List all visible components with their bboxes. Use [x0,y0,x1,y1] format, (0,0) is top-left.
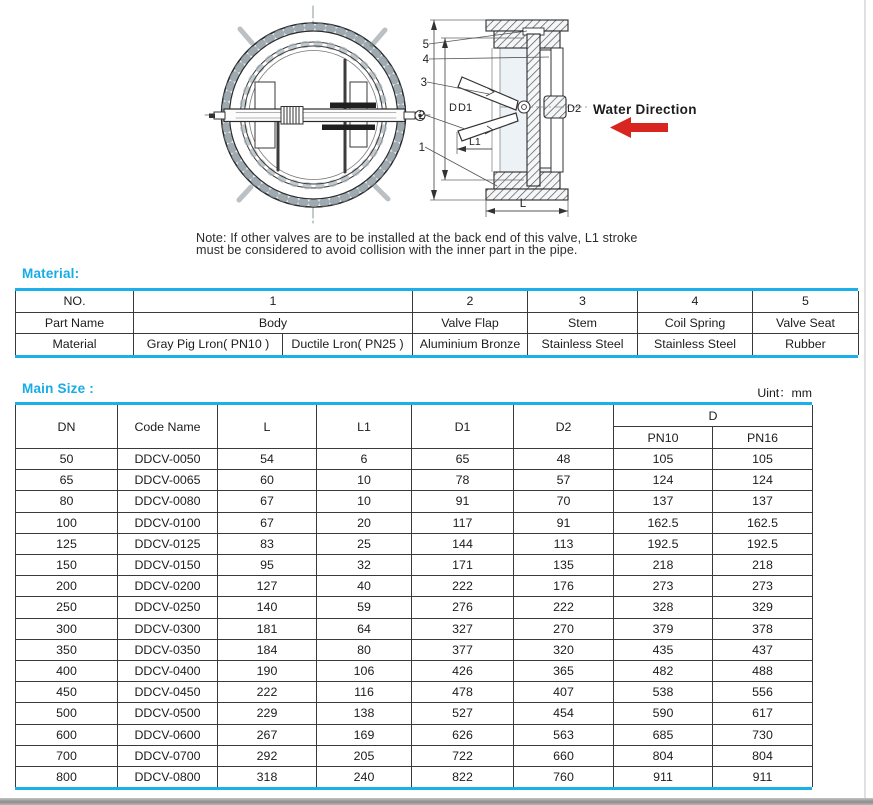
size-table-cell: DDCV-0100 [118,512,218,533]
size-table-cell: 200 [16,576,118,597]
size-table-cell: 54 [218,449,317,470]
header-dn: DN [16,405,118,449]
size-table-cell: 140 [218,597,317,618]
size-table-cell: 350 [16,639,118,660]
size-table-cell: 100 [16,512,118,533]
size-table-cell: 171 [412,555,514,576]
dim-label-d2: D2 [567,103,582,115]
size-table-cell: 250 [16,597,118,618]
header-d: D [614,405,813,427]
size-table-cell: 660 [514,745,614,766]
size-table-cell: 10 [317,470,412,491]
size-table-cell: DDCV-0050 [118,449,218,470]
size-table-cell: 67 [218,512,317,533]
size-table-cell: 267 [218,724,317,745]
size-table-cell: 95 [218,555,317,576]
size-table-cell: 20 [317,512,412,533]
valve-front-view [205,6,430,226]
size-table-cell: 822 [412,767,514,788]
size-table-cell: DDCV-0350 [118,639,218,660]
main-size-section-title: Main Size : [22,381,94,396]
size-table-cell: 617 [713,703,813,724]
material-row-part [16,312,859,334]
part-number-3: 3 [420,77,427,89]
material-cell: Ductile Lron( PN25 ) [283,334,413,355]
size-table-cell: DDCV-0700 [118,745,218,766]
header-l: L [218,405,317,449]
size-table-cell: 124 [713,470,813,491]
size-table-cell: 500 [16,703,118,724]
size-table-row [16,618,813,639]
size-table-cell: 190 [218,661,317,682]
size-table-cell: 144 [412,533,514,554]
size-table-cell: 450 [16,682,118,703]
size-table-cell: 60 [218,470,317,491]
size-table-cell: 292 [218,745,317,766]
size-table-cell: 218 [713,555,813,576]
size-table-cell: 91 [514,512,614,533]
part-number-1: 1 [418,142,425,154]
size-table-cell: 32 [317,555,412,576]
size-table-cell: 176 [514,576,614,597]
row-label-material: Material [16,334,134,355]
size-table-row [16,597,813,618]
water-direction-left-arrow-icon [610,117,668,138]
size-table-cell: DDCV-0250 [118,597,218,618]
size-table-cell: DDCV-0300 [118,618,218,639]
size-table-cell: 329 [713,597,813,618]
size-table-cell: 105 [614,449,713,470]
part-cell: Body [134,312,413,334]
part-number-2: 2 [418,110,425,122]
size-table-cell: DDCV-0125 [118,533,218,554]
size-table-cell: 454 [514,703,614,724]
part-cell: Stem [528,312,638,334]
note-text [196,232,696,256]
size-table-cell: 40 [317,576,412,597]
part-cell: Valve Flap [413,312,528,334]
size-table-cell: 300 [16,618,118,639]
size-table-row [16,555,813,576]
material-cell: Aluminium Bronze [413,334,528,355]
size-table-row [16,449,813,470]
size-table-cell: DDCV-0080 [118,491,218,512]
size-table-cell: 181 [218,618,317,639]
size-table-cell: 488 [713,661,813,682]
water-direction-label: Water Direction [593,102,697,117]
no-cell: 4 [638,291,753,312]
size-table-row [16,745,813,766]
size-table-cell: 127 [218,576,317,597]
size-table-cell: 205 [317,745,412,766]
size-table-cell: 379 [614,618,713,639]
size-table-cell: 184 [218,639,317,660]
size-table-cell: 437 [713,639,813,660]
no-cell: 3 [528,291,638,312]
size-table-cell: 65 [412,449,514,470]
material-cell: Gray Pig Lron( PN10 ) [134,334,283,355]
note-line-2: must be considered to avoid collision with the inner part in the pipe. [196,243,578,258]
size-table-cell: 318 [218,767,317,788]
size-table-cell: DDCV-0800 [118,767,218,788]
header-l1: L1 [317,405,412,449]
size-table-cell: 222 [514,597,614,618]
size-table-cell: DDCV-0500 [118,703,218,724]
valve-technical-drawing [0,0,873,232]
size-table-row [16,512,813,533]
main-size-table-frame [15,402,812,790]
size-table-cell: 760 [514,767,614,788]
size-table-cell: 590 [614,703,713,724]
header-pn16: PN16 [713,427,813,449]
size-table-row [16,576,813,597]
size-table-cell: 911 [713,767,813,788]
size-table-cell: DDCV-0200 [118,576,218,597]
size-table-cell: 106 [317,661,412,682]
size-table-cell: 218 [614,555,713,576]
size-table-cell: 273 [713,576,813,597]
size-table-row [16,533,813,554]
size-table-cell: 365 [514,661,614,682]
no-cell: 2 [413,291,528,312]
size-table-cell: 229 [218,703,317,724]
material-table [15,291,859,355]
size-table-cell: 135 [514,555,614,576]
size-table-cell: 626 [412,724,514,745]
size-table-cell: 722 [412,745,514,766]
size-table-cell: 482 [614,661,713,682]
size-table-cell: 10 [317,491,412,512]
size-table-cell: 563 [514,724,614,745]
size-table-row [16,724,813,745]
size-table-cell: 113 [514,533,614,554]
size-table-cell: 117 [412,512,514,533]
size-table-cell: 137 [614,491,713,512]
size-table-cell: 80 [16,491,118,512]
size-table-cell: 150 [16,555,118,576]
size-table-cell: 67 [218,491,317,512]
header-code-name: Code Name [118,405,218,449]
size-table-cell: 65 [16,470,118,491]
size-table-cell: DDCV-0600 [118,724,218,745]
size-table-row [16,491,813,512]
size-table-cell: 685 [614,724,713,745]
size-table-cell: 91 [412,491,514,512]
dim-label-d1: D1 [458,102,473,114]
size-table-row [16,661,813,682]
size-table-cell: 222 [412,576,514,597]
size-table-cell: 240 [317,767,412,788]
size-table-cell: 162.5 [713,512,813,533]
size-table-cell: 804 [713,745,813,766]
part-cell: Valve Seat [753,312,859,334]
size-table-cell: 162.5 [614,512,713,533]
size-table-cell: 911 [614,767,713,788]
material-cell: Stainless Steel [528,334,638,355]
size-table-cell: 377 [412,639,514,660]
size-table-cell: 124 [614,470,713,491]
size-table-cell: 222 [218,682,317,703]
size-table-cell: 192.5 [713,533,813,554]
material-section-title: Material: [22,266,80,281]
part-cell: Coil Spring [638,312,753,334]
size-table-cell: 116 [317,682,412,703]
size-table-row [16,470,813,491]
dim-label-d: D [449,102,457,114]
size-table-cell: 59 [317,597,412,618]
material-table-frame [15,288,858,358]
size-table-cell: 273 [614,576,713,597]
material-cell: Rubber [753,334,859,355]
size-table-cell: 137 [713,491,813,512]
size-table-cell: 730 [713,724,813,745]
material-row-no [16,291,859,312]
size-table-row [16,767,813,788]
no-cell: 5 [753,291,859,312]
material-cell: Stainless Steel [638,334,753,355]
size-table-row [16,703,813,724]
header-row-1 [16,405,813,427]
size-table-cell: 83 [218,533,317,554]
size-table-cell: 276 [412,597,514,618]
size-table-cell: 50 [16,449,118,470]
size-table-cell: 138 [317,703,412,724]
part-number-4: 4 [422,54,429,66]
main-size-tbody [16,449,813,788]
size-table-cell: 64 [317,618,412,639]
size-table-cell: 378 [713,618,813,639]
size-table-cell: 57 [514,470,614,491]
size-table-cell: 407 [514,682,614,703]
header-d1: D1 [412,405,514,449]
size-table-cell: 48 [514,449,614,470]
row-label-part: Part Name [16,312,134,334]
size-table-cell: 169 [317,724,412,745]
material-row-material [16,334,859,355]
header-d2: D2 [514,405,614,449]
header-pn10: PN10 [614,427,713,449]
size-table-cell: 435 [614,639,713,660]
size-table-cell: DDCV-0400 [118,661,218,682]
size-table-cell: 426 [412,661,514,682]
size-table-cell: 80 [317,639,412,660]
size-table-cell: 700 [16,745,118,766]
size-table-cell: 327 [412,618,514,639]
note-line-1: Note: If other valves are to be installed at the back end of this valve, L1 stroke [196,231,638,245]
size-table-cell: 556 [713,682,813,703]
size-table-cell: 105 [713,449,813,470]
size-table-row [16,682,813,703]
size-table-cell: 478 [412,682,514,703]
size-table-cell: 6 [317,449,412,470]
size-table-cell: 125 [16,533,118,554]
part-number-5: 5 [422,39,429,51]
scan-edge-bottom [0,798,873,805]
size-table-cell: 320 [514,639,614,660]
size-table-cell: 192.5 [614,533,713,554]
size-table-cell: 270 [514,618,614,639]
size-table-cell: 400 [16,661,118,682]
valve-section-view [419,20,588,217]
size-table-cell: DDCV-0150 [118,555,218,576]
main-size-table [15,405,813,787]
size-table-cell: 78 [412,470,514,491]
size-table-cell: 70 [514,491,614,512]
size-table-cell: 804 [614,745,713,766]
dim-label-l1: L1 [469,136,481,148]
size-table-cell: 800 [16,767,118,788]
row-label-no: NO. [16,291,134,312]
dim-label-l: L [519,198,527,210]
size-table-cell: 527 [412,703,514,724]
size-table-cell: 328 [614,597,713,618]
no-cell: 1 [134,291,413,312]
unit-label: Uint：mm [757,386,812,400]
size-table-cell: DDCV-0450 [118,682,218,703]
size-table-cell: 538 [614,682,713,703]
size-table-cell: DDCV-0065 [118,470,218,491]
size-table-cell: 600 [16,724,118,745]
scan-edge-right [864,0,866,805]
size-table-row [16,639,813,660]
size-table-cell: 25 [317,533,412,554]
